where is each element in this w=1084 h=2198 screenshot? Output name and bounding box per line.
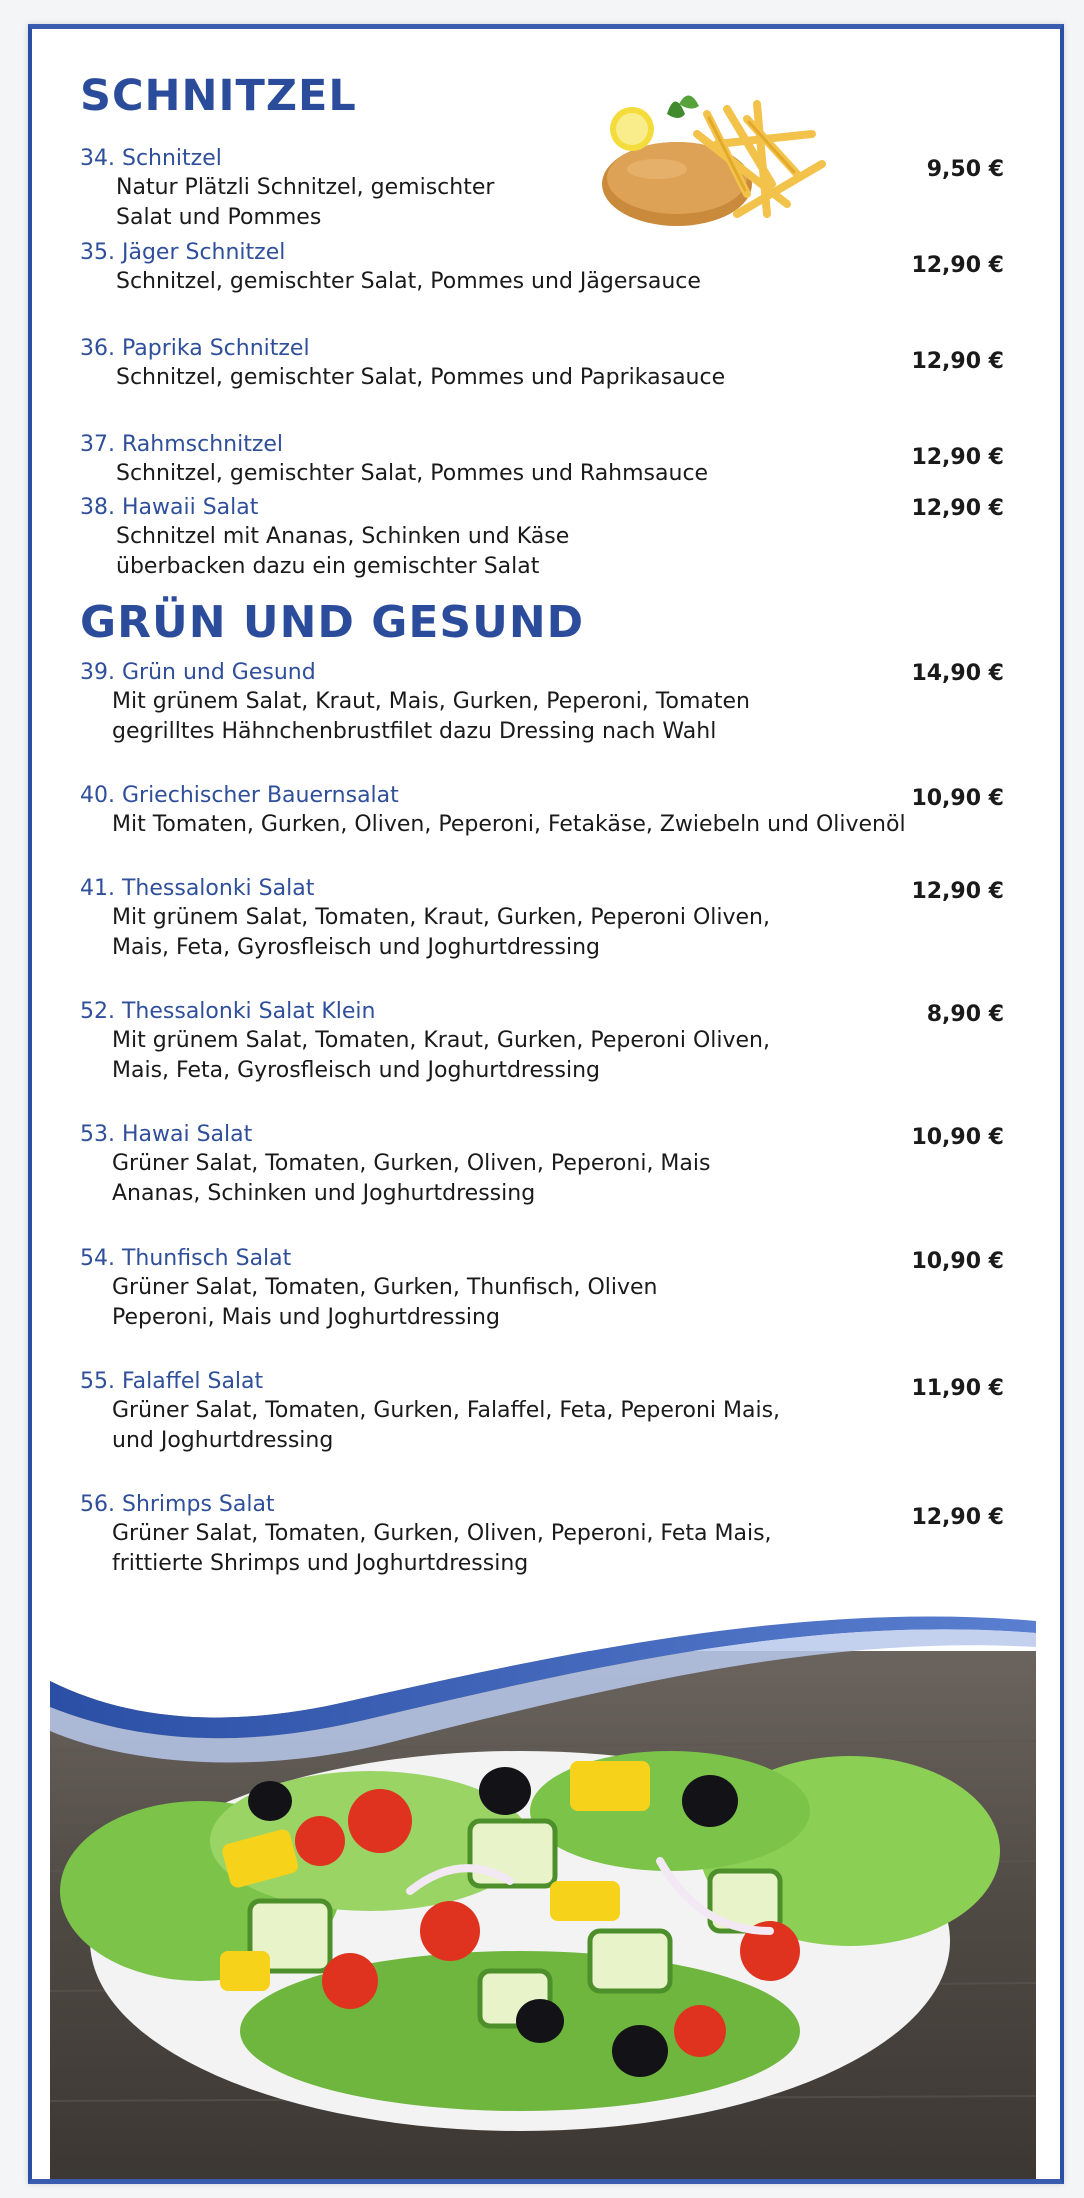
item-name: 38. Hawaii Salat bbox=[80, 495, 259, 520]
item-price: 12,90 € bbox=[911, 879, 1004, 904]
menu-item-39 bbox=[80, 659, 1040, 747]
item-description: Grüner Salat, Tomaten, Gurken, Falaffel, Feta, Peperoni Mais, und Joghurtdressing bbox=[112, 1398, 781, 1453]
item-name: 40. Griechischer Bauernsalat bbox=[80, 783, 399, 808]
item-name: 39. Grün und Gesund bbox=[80, 660, 316, 685]
item-description: Schnitzel mit Ananas, Schinken und Käse überbacken dazu ein gemischter Salat bbox=[116, 524, 570, 579]
item-description: Mit grünem Salat, Kraut, Mais, Gurken, Peperoni, Tomaten gegrilltes Hähnchenbrustfilet dazu Dressing nach Wahl bbox=[112, 689, 750, 744]
menu-item-38 bbox=[80, 494, 1040, 582]
item-price: 12,90 € bbox=[911, 496, 1004, 521]
menu-item-56 bbox=[80, 1491, 1040, 1579]
item-description: Grüner Salat, Tomaten, Gurken, Thunfisch, Oliven Peperoni, Mais und Joghurtdressing bbox=[112, 1275, 658, 1330]
salad-photo bbox=[50, 1611, 1036, 2181]
menu-item-54 bbox=[80, 1245, 1040, 1333]
item-price: 11,90 € bbox=[911, 1376, 1004, 1401]
item-name: 37. Rahmschnitzel bbox=[80, 432, 284, 457]
item-name: 34. Schnitzel bbox=[80, 146, 222, 171]
item-name: 55. Falaffel Salat bbox=[80, 1369, 264, 1394]
item-name: 53. Hawai Salat bbox=[80, 1122, 253, 1147]
menu-item-34 bbox=[80, 145, 1040, 233]
section-title-schnitzel: SCHNITZEL bbox=[80, 71, 357, 121]
menu-item-35 bbox=[80, 239, 1040, 297]
item-price: 8,90 € bbox=[926, 1002, 1004, 1027]
item-price: 10,90 € bbox=[911, 1249, 1004, 1274]
item-price: 12,90 € bbox=[911, 349, 1004, 374]
item-description: Mit Tomaten, Gurken, Oliven, Peperoni, Fetakäse, Zwiebeln und Olivenöl bbox=[112, 812, 906, 837]
item-description: Mit grünem Salat, Tomaten, Kraut, Gurken, Peperoni Oliven, Mais, Feta, Gyrosfleisch und Joghurtdressing bbox=[112, 905, 770, 960]
item-name: 56. Shrimps Salat bbox=[80, 1492, 275, 1517]
item-name: 35. Jäger Schnitzel bbox=[80, 240, 286, 265]
item-price: 10,90 € bbox=[911, 1125, 1004, 1150]
item-name: 54. Thunfisch Salat bbox=[80, 1246, 292, 1271]
item-description: Schnitzel, gemischter Salat, Pommes und Paprikasauce bbox=[116, 365, 726, 390]
item-description: Schnitzel, gemischter Salat, Pommes und Rahmsauce bbox=[116, 461, 709, 486]
item-price: 12,90 € bbox=[911, 253, 1004, 278]
menu-item-53 bbox=[80, 1121, 1040, 1209]
menu-item-55 bbox=[80, 1368, 1040, 1456]
section-title-gruen-und-gesund: GRÜN UND GESUND bbox=[80, 597, 585, 648]
item-name: 36. Paprika Schnitzel bbox=[80, 336, 310, 361]
menu-item-40 bbox=[80, 782, 1040, 840]
item-price: 10,90 € bbox=[911, 786, 1004, 811]
item-price: 14,90 € bbox=[911, 661, 1004, 686]
item-description: Natur Plätzli Schnitzel, gemischter Salat und Pommes bbox=[116, 175, 495, 230]
item-description: Grüner Salat, Tomaten, Gurken, Oliven, Peperoni, Mais Ananas, Schinken und Joghurtdressing bbox=[112, 1151, 711, 1206]
item-price: 12,90 € bbox=[911, 1505, 1004, 1530]
item-name: 52. Thessalonki Salat Klein bbox=[80, 999, 376, 1024]
menu-item-52 bbox=[80, 998, 1040, 1086]
menu-item-41 bbox=[80, 875, 1040, 963]
menu-item-36 bbox=[80, 335, 1040, 393]
item-price: 9,50 € bbox=[926, 157, 1004, 182]
menu-page bbox=[28, 24, 1064, 2184]
menu-item-37 bbox=[80, 431, 1040, 489]
item-description: Grüner Salat, Tomaten, Gurken, Oliven, Peperoni, Feta Mais, frittierte Shrimps und Joghurtdressing bbox=[112, 1521, 772, 1576]
item-price: 12,90 € bbox=[911, 445, 1004, 470]
item-description: Schnitzel, gemischter Salat, Pommes und Jägersauce bbox=[116, 269, 701, 294]
item-name: 41. Thessalonki Salat bbox=[80, 876, 315, 901]
item-description: Mit grünem Salat, Tomaten, Kraut, Gurken, Peperoni Oliven, Mais, Feta, Gyrosfleisch und Joghurtdressing bbox=[112, 1028, 770, 1083]
